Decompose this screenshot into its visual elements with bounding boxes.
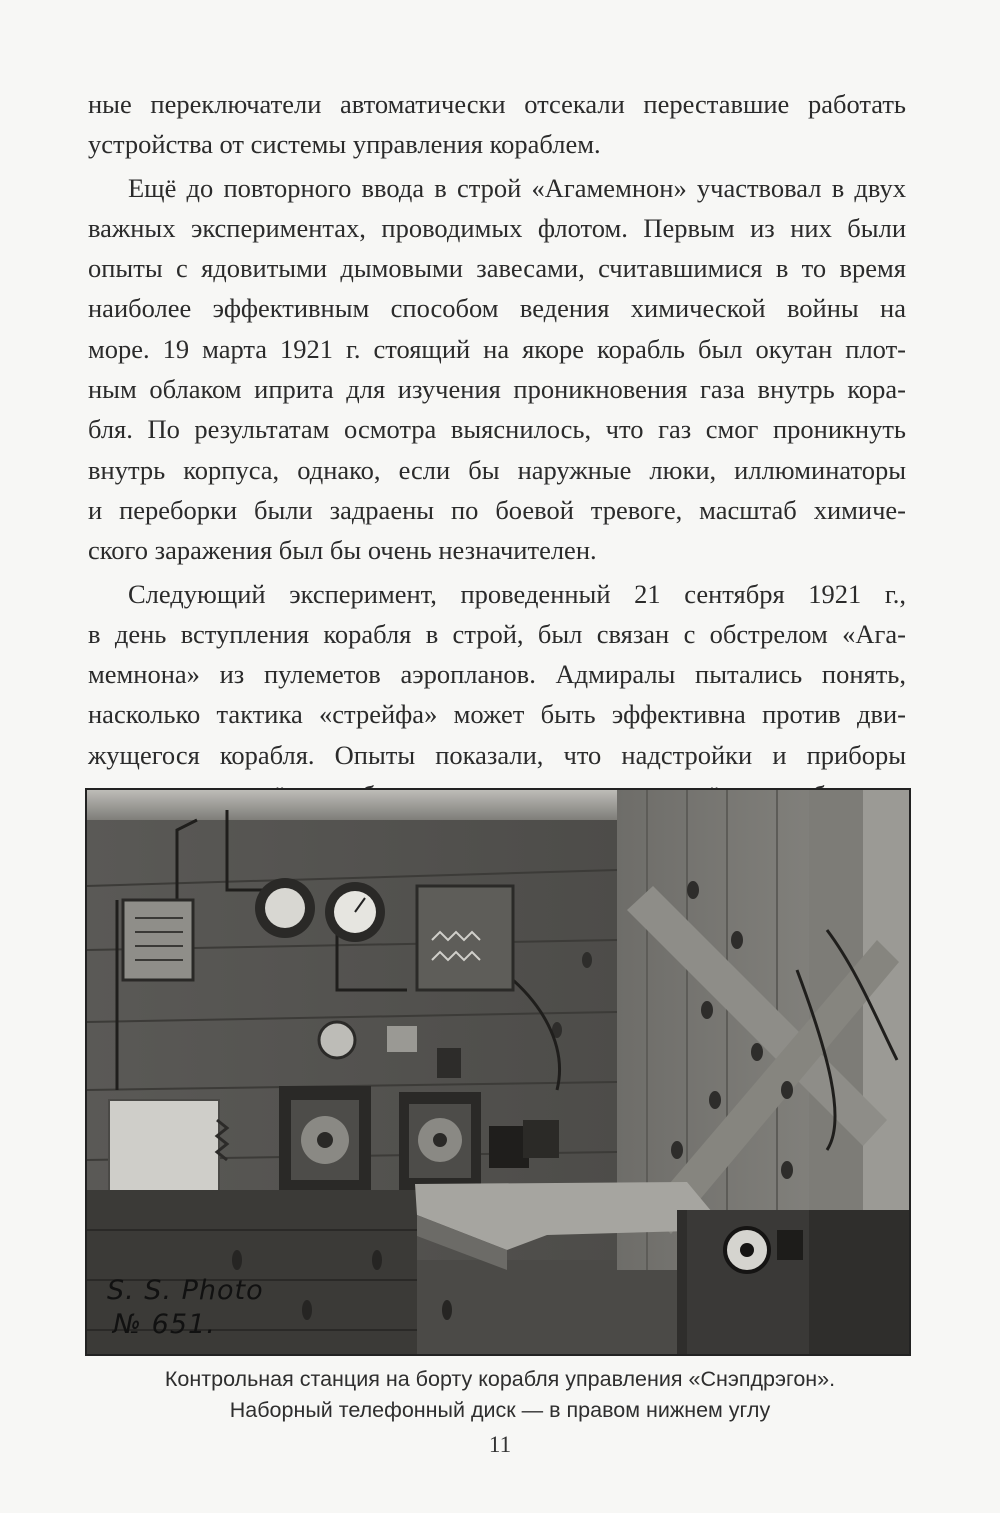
photo-stamp-line-2: № 651. <box>113 1309 216 1340</box>
photo-stamp-line-1: S. S. Photo <box>107 1275 264 1306</box>
caption-line-2: Наборный телефонный диск — в правом нижнем углу <box>229 1398 771 1422</box>
text-line: важных экспериментах, проводимых флотом. Первым из них были <box>88 212 906 243</box>
text-line: ным облаком иприта для изучения проникновения газа внутрь кора- <box>88 374 906 405</box>
control-station-photo <box>87 790 909 1354</box>
text-line: внутрь корпуса, однако, если бы наружные люки, иллюминаторы <box>88 454 906 485</box>
caption-line-1: Контрольная станция на борту корабля управления «Снэпдрэгон». <box>164 1367 836 1391</box>
text-line: опыты с ядовитыми дымовыми завесами, считавшимися в то время <box>88 253 906 284</box>
page-number: 11 <box>488 1432 512 1457</box>
body-text <box>88 84 906 815</box>
text-line: наиболее эффективным способом ведения химической войны на <box>88 293 906 324</box>
text-line: и переборки были задраены по боевой тревоге, масштаб химиче- <box>88 494 906 525</box>
text-line: мемнона» из пулеметов аэропланов. Адмиралы пытались понять, <box>88 659 906 690</box>
paragraph-2 <box>88 168 906 571</box>
paragraph-1 <box>88 84 906 165</box>
historical-photo <box>85 788 911 1356</box>
paragraph-3 <box>88 574 906 816</box>
text-line: бля. По результатам осмотра выяснилось, что газ смог проникнуть <box>88 414 906 445</box>
text-line: ского заражения был бы очень незначителен. <box>88 535 597 566</box>
figure-caption <box>60 1364 940 1426</box>
text-line: море. 19 марта 1921 г. стоящий на якоре корабль был окутан плот- <box>88 333 906 364</box>
text-line: устройства от системы управления кораблем. <box>88 129 601 160</box>
text-line: Ещё до повторного ввода в строй «Агамемнон» участвовал в двух <box>128 172 906 203</box>
text-line: Следующий эксперимент, проведенный 21 сентября 1921 г., <box>128 578 906 609</box>
text-line: в день вступления корабля в строй, был связан с обстрелом «Ага- <box>88 618 906 649</box>
text-line: ные переключатели автоматически отсекали переставшие работать <box>88 89 906 119</box>
text-line: жущегося корабля. Опыты показали, что надстройки и приборы <box>88 739 906 770</box>
text-line: насколько тактика «стрейфа» может быть эффективна против дви- <box>88 699 906 730</box>
photo-stamp <box>107 1274 264 1342</box>
